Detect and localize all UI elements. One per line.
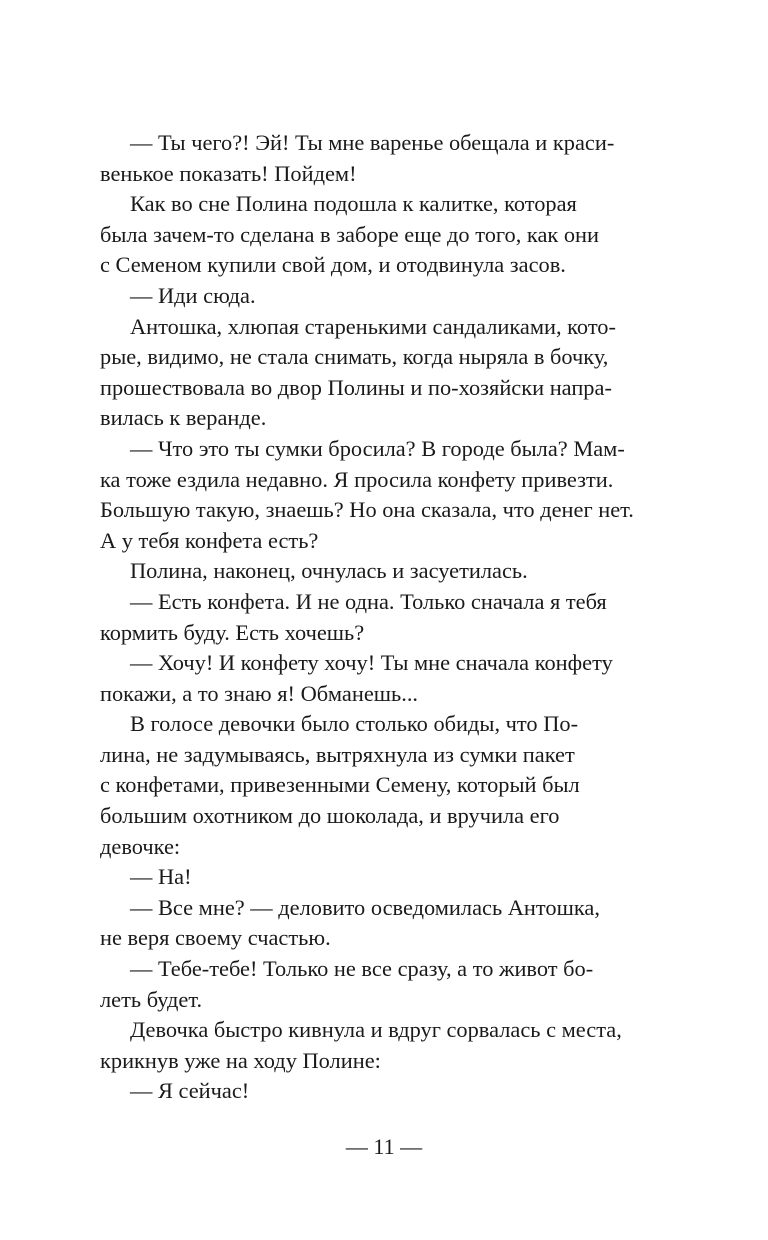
text-line: леть будет. bbox=[100, 986, 203, 1012]
paragraph bbox=[100, 1015, 640, 1076]
text-line: девочке: bbox=[100, 833, 181, 859]
text-line: была зачем-то сделана в заборе еще до того, как они bbox=[100, 221, 600, 247]
text-line: — На! bbox=[130, 864, 192, 890]
text-line: лина, не задумываясь, вытряхнула из сумки пакет bbox=[100, 741, 575, 767]
text-line: кормить буду. Есть хочешь? bbox=[100, 619, 365, 645]
paragraph bbox=[100, 434, 640, 556]
paragraph bbox=[100, 893, 640, 954]
text-line: А у тебя конфета есть? bbox=[100, 527, 319, 553]
text-line: — Хочу! И конфету хочу! Ты мне сначала конфету bbox=[130, 650, 613, 676]
paragraph bbox=[100, 556, 640, 587]
paragraph bbox=[100, 189, 640, 281]
text-line: В голосе девочки было столько обиды, что По- bbox=[130, 711, 579, 737]
text-line: — Есть конфета. И не одна. Только сначала я тебя bbox=[130, 588, 607, 614]
text-line: — Тебе-тебе! Только не все сразу, а то живот бо- bbox=[130, 956, 594, 982]
text-line: Большую такую, знаешь? Но она сказала, что денег нет. bbox=[100, 497, 634, 523]
paragraph bbox=[100, 587, 640, 648]
text-line: — Ты чего?! Эй! Ты мне варенье обещала и краси- bbox=[130, 130, 615, 155]
text-line: с Семеном купили свой дом, и отодвинула засов. bbox=[100, 252, 566, 278]
text-line: вилась к веранде. bbox=[100, 405, 267, 431]
paragraph bbox=[100, 954, 640, 1015]
paragraph bbox=[100, 709, 640, 862]
text-line: — Я сейчас! bbox=[130, 1078, 250, 1104]
text-line: с конфетами, привезенными Семену, который был bbox=[100, 772, 580, 798]
paragraph bbox=[100, 862, 640, 893]
text-line: — Иди сюда. bbox=[130, 282, 256, 308]
text-line: ка тоже ездила недавно. Я просила конфету привезти. bbox=[100, 466, 614, 492]
paragraph bbox=[100, 128, 640, 189]
text-line: не веря своему счастью. bbox=[100, 925, 331, 951]
text-line: — Что это ты сумки бросила? В городе была? Мам- bbox=[130, 435, 625, 461]
body-text bbox=[100, 128, 640, 1107]
paragraph bbox=[100, 1076, 640, 1107]
paragraph bbox=[100, 312, 640, 434]
paragraph bbox=[100, 281, 640, 312]
text-line: Антошка, хлюпая старенькими сандаликами, кото- bbox=[130, 313, 616, 339]
text-line: Полина, наконец, очнулась и засуетилась. bbox=[130, 558, 528, 584]
text-line: большим охотником до шоколада, и вручила его bbox=[100, 803, 560, 829]
text-line: — Все мне? — деловито осведомилась Антошка, bbox=[130, 894, 600, 920]
paragraph bbox=[100, 648, 640, 709]
text-line: Как во сне Полина подошла к калитке, которая bbox=[130, 191, 577, 217]
text-line: венькое показать! Пойдем! bbox=[100, 160, 357, 186]
text-line: крикнув уже на ходу Полине: bbox=[100, 1047, 381, 1073]
text-line: рые, видимо, не стала снимать, когда ныряла в бочку, bbox=[100, 344, 609, 370]
text-line: покажи, а то знаю я! Обманешь... bbox=[100, 680, 419, 706]
text-line: Девочка быстро кивнула и вдруг сорвалась с места, bbox=[130, 1017, 622, 1043]
text-line: прошествовала во двор Полины и по-хозяйски напра- bbox=[100, 374, 612, 400]
page-number: — 11 — bbox=[345, 1134, 423, 1159]
